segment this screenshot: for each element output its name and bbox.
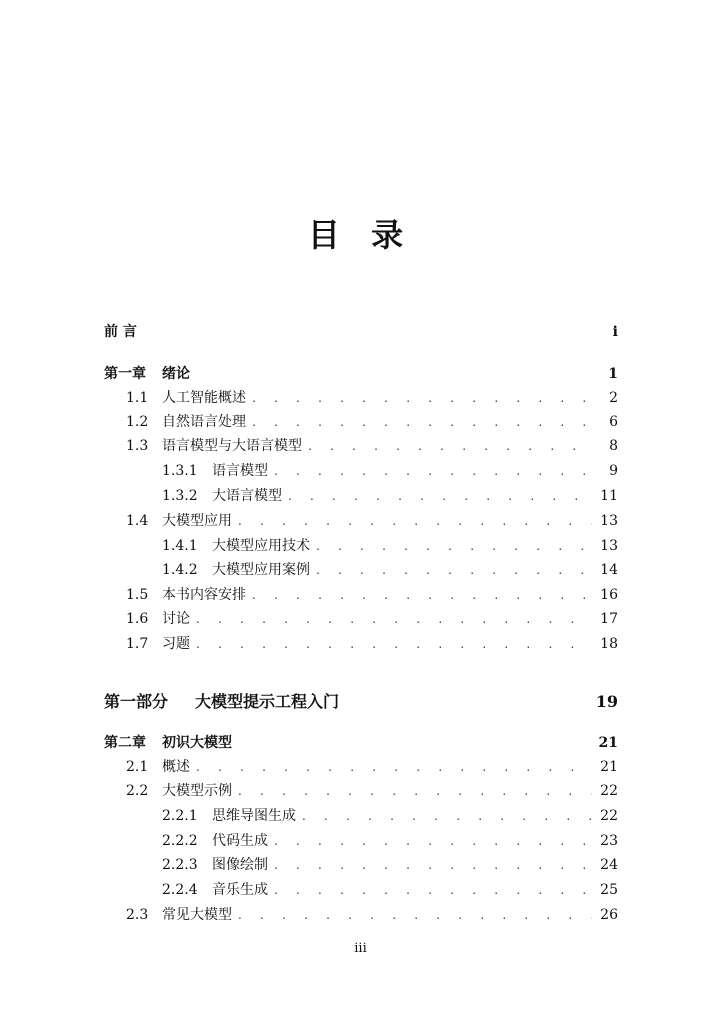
dot-leader (252, 386, 592, 410)
toc-entry-label: 大模型示例 (162, 783, 232, 799)
toc-subsection-number: 2.2.1 (162, 808, 198, 824)
toc-page-number: 24 (600, 857, 618, 873)
toc-page-number: 21 (598, 735, 618, 751)
dot-leader (196, 632, 592, 656)
dot-leader (316, 534, 592, 558)
dot-leader (274, 459, 592, 483)
toc-page-number: 2 (609, 390, 618, 406)
toc-entry-chapter[interactable] (104, 362, 618, 386)
toc-entry-section[interactable] (104, 410, 618, 434)
toc-section-number: 1.5 (126, 587, 149, 603)
toc-section-number: 2.2 (126, 783, 149, 799)
dot-leader (252, 583, 592, 607)
toc-entry-section[interactable] (104, 632, 618, 656)
toc-page-number: i (612, 324, 618, 340)
dot-leader (302, 804, 592, 828)
toc-entry-label: 代码生成 (212, 833, 268, 849)
toc-chapter-number: 第二章 (104, 735, 146, 751)
dot-leader (238, 509, 592, 533)
dot-leader (308, 434, 592, 458)
toc-entry-label: 语言模型 (212, 463, 268, 479)
toc-subsection-number: 1.3.2 (162, 488, 198, 504)
toc-page-number: 22 (600, 783, 618, 799)
toc-section-number: 1.2 (126, 414, 149, 430)
dot-leader (252, 410, 592, 434)
toc-entry-section[interactable] (104, 583, 618, 607)
toc-section-number: 1.7 (126, 636, 149, 652)
toc-entry-section[interactable] (104, 903, 618, 927)
toc-entry-subsection[interactable] (104, 853, 618, 877)
toc-entry-section[interactable] (104, 434, 618, 458)
toc-page-number: 13 (600, 513, 618, 529)
dot-leader (274, 829, 592, 853)
toc-section-number: 2.1 (126, 759, 149, 775)
toc-page-number: 21 (600, 759, 618, 775)
toc-entry-label: 概述 (162, 759, 190, 775)
toc-part-number: 第一部分 (104, 692, 169, 711)
dot-leader (238, 779, 592, 803)
toc-page-number: 1 (608, 366, 618, 382)
toc-page-number: 8 (609, 438, 618, 454)
dot-leader (274, 878, 592, 902)
toc-entry-preface[interactable] (104, 320, 618, 344)
dot-leader (196, 607, 592, 631)
toc-entry-section[interactable] (104, 779, 618, 803)
toc-section-number: 1.1 (126, 390, 149, 406)
page-number: iii (354, 941, 367, 956)
toc-page-number: 13 (600, 538, 618, 554)
toc-entry-subsection[interactable] (104, 829, 618, 853)
toc-subsection-number: 2.2.3 (162, 857, 198, 873)
toc-page-number: 22 (600, 808, 618, 824)
toc-entry-label: 人工智能概述 (162, 390, 246, 406)
toc-entry-label: 大模型应用 (162, 513, 232, 529)
toc-section-number: 1.6 (126, 611, 149, 627)
dot-leader (196, 755, 592, 779)
toc-page-number: 16 (600, 587, 618, 603)
toc-entry-label: 前 言 (104, 324, 137, 340)
toc-entry-label: 常见大模型 (162, 907, 232, 923)
toc-page-number: 17 (600, 611, 618, 627)
dot-leader (238, 903, 592, 927)
toc-entry-label: 自然语言处理 (162, 414, 246, 430)
toc-subsection-number: 1.4.2 (162, 562, 198, 578)
toc-page-number: 19 (595, 692, 618, 711)
toc-entry-label: 讨论 (162, 611, 190, 627)
toc-page-number: 6 (609, 414, 618, 430)
toc-section-number: 1.4 (126, 513, 149, 529)
toc-entry-subsection[interactable] (104, 558, 618, 582)
toc-entry-label: 绪论 (162, 366, 190, 382)
dot-leader (274, 853, 592, 877)
toc-entry-label: 音乐生成 (212, 882, 268, 898)
toc-entry-subsection[interactable] (104, 484, 618, 508)
toc-entry-subsection[interactable] (104, 804, 618, 828)
toc-entry-label: 初识大模型 (162, 735, 232, 751)
toc-entry-label: 语言模型与大语言模型 (162, 438, 302, 454)
toc-page-number: 11 (600, 488, 618, 504)
toc-entry-label: 大模型应用案例 (212, 562, 310, 578)
toc-page-number: 18 (600, 636, 618, 652)
toc-entry-section[interactable] (104, 386, 618, 410)
toc-entry-section[interactable] (104, 509, 618, 533)
toc-entry-subsection[interactable] (104, 878, 618, 902)
toc-entry-section[interactable] (104, 607, 618, 631)
toc-entry-part[interactable] (104, 690, 618, 714)
toc-subsection-number: 2.2.4 (162, 882, 198, 898)
toc-page-number: 9 (609, 463, 618, 479)
toc-entry-label: 大模型提示工程入门 (195, 692, 340, 711)
toc-entry-chapter[interactable] (104, 731, 618, 755)
toc-entry-label: 习题 (162, 636, 190, 652)
toc-entry-section[interactable] (104, 755, 618, 779)
toc-section-number: 1.3 (126, 438, 149, 454)
toc-entry-subsection[interactable] (104, 534, 618, 558)
toc-entry-subsection[interactable] (104, 459, 618, 483)
dot-leader (316, 558, 592, 582)
page-title: 目 录 (307, 216, 414, 254)
dot-leader (288, 484, 592, 508)
toc-entry-label: 本书内容安排 (162, 587, 246, 603)
toc-page-number: 26 (600, 907, 618, 923)
toc-entry-label: 大语言模型 (212, 488, 282, 504)
toc-subsection-number: 2.2.2 (162, 833, 198, 849)
toc-page-number: 25 (600, 882, 618, 898)
toc-subsection-number: 1.4.1 (162, 538, 198, 554)
toc-entry-label: 思维导图生成 (212, 808, 296, 824)
toc-page-number: 14 (600, 562, 618, 578)
toc-entry-label: 大模型应用技术 (212, 538, 310, 554)
toc-subsection-number: 1.3.1 (162, 463, 198, 479)
toc-section-number: 2.3 (126, 907, 149, 923)
toc-entry-label: 图像绘制 (212, 857, 268, 873)
toc-chapter-number: 第一章 (104, 366, 146, 382)
toc-page-number: 23 (600, 833, 618, 849)
